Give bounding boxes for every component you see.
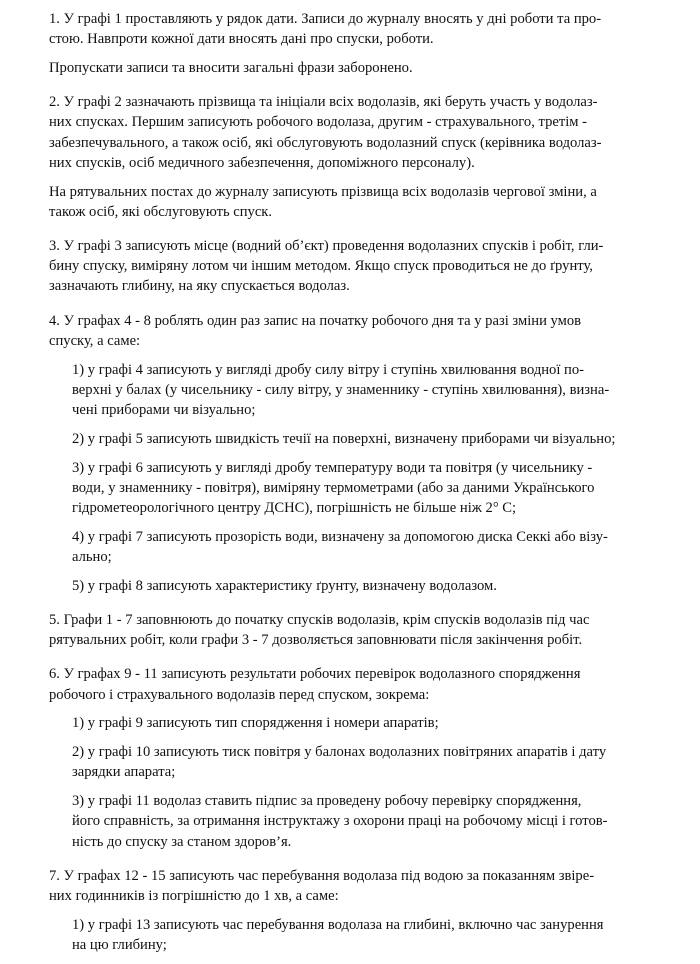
text-paragraph (49, 311, 657, 351)
text-paragraph (49, 182, 657, 222)
text-line: 3) у графі 6 записують у вигляді дробу температуру води та повітря (у чисельнику - (72, 459, 593, 476)
text-line: 1) у графі 9 записують тип спорядження і номери апаратів; (72, 715, 439, 732)
sub-item-paragraph (72, 429, 657, 449)
text-line: Пропускати записи та вносити загальні фрази заборонено. (49, 60, 413, 76)
text-paragraph (49, 664, 657, 704)
sub-item-paragraph (72, 915, 657, 955)
document-body (49, 9, 657, 964)
text-line: забезпечувального, а також осіб, які обслуговують водолазний спуск (керівника водолаз- (49, 134, 602, 151)
sub-item-paragraph (72, 458, 657, 519)
text-line: 1. У графі 1 проставляють у рядок дати. Записи до журналу вносять у дні роботи та про- (49, 11, 602, 27)
text-line: 1) у графі 13 записують час перебування водолаза на глибині, включно час занурення (72, 916, 604, 933)
text-paragraph (49, 610, 657, 650)
sub-item-paragraph (72, 360, 657, 421)
sub-item-paragraph (72, 791, 657, 852)
sub-item-paragraph (72, 527, 657, 567)
text-line: також осіб, які обслуговують спуск. (49, 203, 273, 220)
text-line: ально; (72, 549, 112, 566)
text-line: них годинників із погрішністю до 1 хв, а саме: (49, 888, 339, 905)
text-line: рятувальних робіт, коли графи 3 - 7 дозволяється заповнювати після закінчення робіт. (49, 632, 583, 649)
sub-item-paragraph (72, 742, 657, 782)
text-line: робочого і страхувального водолазів перед спуском, зокрема: (49, 686, 430, 703)
text-line: них спусках. Першим записують робочого водолаза, другим - страхувального, третім - (49, 114, 588, 131)
text-line: 7. У графах 12 - 15 записують час перебування водолаза під водою за показанням звіре- (49, 867, 595, 884)
text-line: зарядки апарата; (72, 764, 176, 781)
text-line: 4) у графі 7 записують прозорість води, визначену за допомогою диска Секкі або візу- (72, 528, 608, 545)
text-line: бину спуску, виміряну лотом чи іншим методом. Якщо спуск проводиться не до ґрунту, (49, 258, 593, 275)
text-line: його справність, за отримання інструктажу з охорони праці на робочому місці і готов- (72, 813, 608, 830)
text-paragraph (49, 92, 657, 173)
text-line: ність до спуску за станом здоров’я. (72, 833, 292, 850)
text-line: стою. Навпроти кожної дати вносять дані про спуски, роботи. (49, 31, 434, 48)
text-line: 2) у графі 5 записують швидкість течії на поверхні, визначену приборами чи візуально; (72, 430, 616, 447)
text-line: 4. У графах 4 - 8 роблять один раз запис на початку робочого дня та у разі зміни умов (49, 312, 582, 329)
text-line: на цю глибину; (72, 937, 167, 954)
text-line: 5) у графі 8 записують характеристику ґрунту, визначену водолазом. (72, 577, 497, 594)
sub-item-paragraph (72, 713, 657, 733)
text-paragraph (49, 236, 657, 297)
text-line: 6. У графах 9 - 11 записують результати робочих перевірок водолазного спорядження (49, 666, 581, 683)
text-line: 5. Графи 1 - 7 заповнюють до початку спусків водолазів, крім спусків водолазів під час (49, 612, 590, 629)
text-paragraph (49, 9, 657, 49)
text-paragraph (49, 58, 657, 78)
text-line: них спусків, осіб медичного забезпечення, допоміжного персоналу). (49, 154, 475, 171)
text-line: зазначають глибину, на яку спускається водолаз. (49, 278, 350, 295)
text-line: 2. У графі 2 зазначають прізвища та ініціали всіх водолазів, які беруть участь у водолаз- (49, 94, 598, 111)
text-line: води, у знаменнику - повітря), виміряну термометрами (або за даними Українського (72, 479, 595, 496)
text-line: 1) у графі 4 записують у вигляді дробу силу вітру і ступінь хвилювання водної по- (72, 361, 585, 378)
text-line: чені приборами чи візуально; (72, 402, 256, 419)
text-line: На рятувальних постах до журналу записують прізвища всіх водолазів чергової зміни, а (49, 183, 597, 200)
text-line: 2) у графі 10 записують тиск повітря у балонах водолазних повітряних апаратів і дату (72, 744, 607, 761)
text-line: верхні у балах (у чисельнику - силу вітру, у знаменнику - ступінь хвилювання), визна- (72, 381, 610, 398)
text-line: 3) у графі 11 водолаз ставить підпис за проведену робочу перевірку спорядження, (72, 793, 582, 810)
text-line: гідрометеорологічного центру ДСНС), погрішність не більше ніж 2° С; (72, 500, 517, 517)
text-line: 3. У графі 3 записують місце (водний об’єкт) проведення водолазних спусків і робіт, гли- (49, 238, 604, 255)
text-paragraph (49, 866, 657, 906)
sub-item-paragraph (72, 576, 657, 596)
text-line: спуску, а саме: (49, 332, 141, 349)
